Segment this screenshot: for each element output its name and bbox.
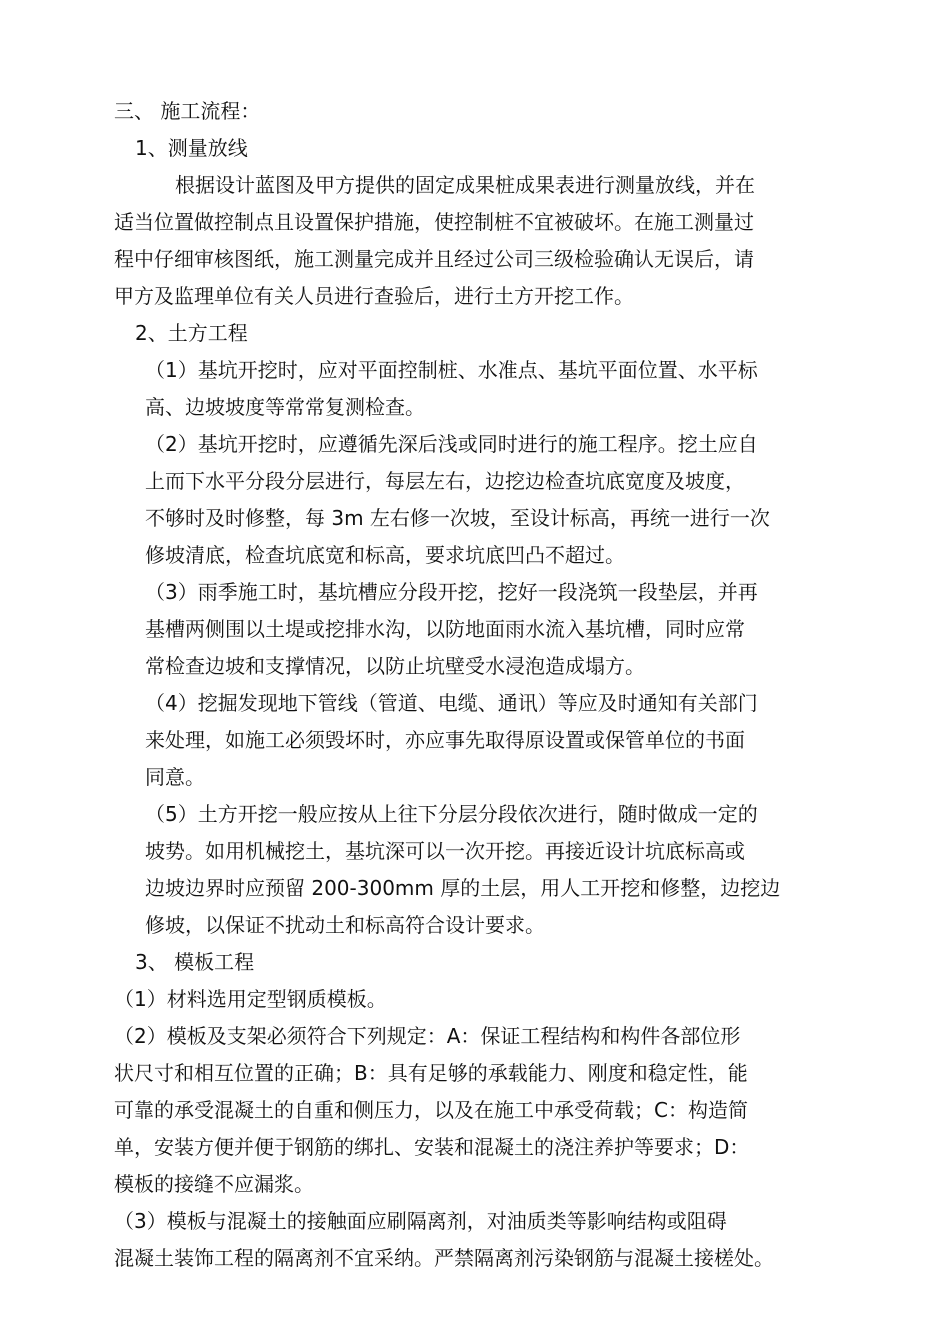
earthwork-item-line: 修坡清底，检查坑底宽和标高，要求坑底凹凸不超过。 (145, 543, 625, 567)
earthwork-item-line: 坡势。如用机械挖土，基坑深可以一次开挖。再接近设计坑底标高或 (145, 839, 745, 863)
formwork-item-line: 状尺寸和相互位置的正确；B：具有足够的承载能力、刚度和稳定性，能 (114, 1061, 748, 1085)
earthwork-item-line: （2）基坑开挖时，应遵循先深后浅或同时进行的施工程序。挖土应自 (145, 432, 758, 456)
formwork-item-line: （3）模板与混凝土的接触面应刷隔离剂，对油质类等影响结构或阻碍 (114, 1209, 727, 1233)
formwork-item-line: （1）材料选用定型钢质模板。 (114, 987, 387, 1011)
formwork-item-line: 可靠的承受混凝土的自重和侧压力，以及在施工中承受荷载；C：构造简 (114, 1098, 748, 1122)
earthwork-item-line: 高、边坡坡度等常常复测检查。 (145, 395, 425, 419)
section-title: 三、 施工流程： (114, 99, 261, 123)
survey-paragraph-line: 根据设计蓝图及甲方提供的固定成果桩成果表进行测量放线，并在 (175, 173, 755, 197)
survey-paragraph-line: 适当位置做控制点且设置保护措施，使控制桩不宜被破坏。在施工测量过 (114, 210, 754, 234)
earthwork-heading: 2、土方工程 (135, 321, 248, 345)
earthwork-item-line: （1）基坑开挖时，应对平面控制桩、水准点、基坑平面位置、水平标 (145, 358, 758, 382)
earthwork-item-line: （4）挖掘发现地下管线（管道、电缆、通讯）等应及时通知有关部门 (145, 691, 758, 715)
earthwork-item-line: 上而下水平分段分层进行，每层左右，边挖边检查坑底宽度及坡度， (145, 469, 745, 493)
earthwork-item-line: （5）土方开挖一般应按从上往下分层分段依次进行，随时做成一定的 (145, 802, 758, 826)
survey-paragraph-line: 甲方及监理单位有关人员进行查验后，进行土方开挖工作。 (114, 284, 634, 308)
earthwork-item-line: 常检查边坡和支撑情况，以防止坑壁受水浸泡造成塌方。 (145, 654, 645, 678)
formwork-item-line: 单，安装方便并便于钢筋的绑扎、安装和混凝土的浇注养护等要求；D： (114, 1135, 750, 1159)
earthwork-item-line: 同意。 (145, 765, 205, 789)
formwork-item-line: 混凝土装饰工程的隔离剂不宜采纳。严禁隔离剂污染钢筋与混凝土接槎处。 (114, 1246, 774, 1270)
earthwork-item-line: 边坡边界时应预留 200-300mm 厚的土层，用人工开挖和修整，边挖边 (145, 876, 781, 900)
earthwork-item-line: 基槽两侧围以土堤或挖排水沟，以防地面雨水流入基坑槽，同时应常 (145, 617, 745, 641)
earthwork-item-line: 修坡，以保证不扰动土和标高符合设计要求。 (145, 913, 545, 937)
formwork-item-line: 模板的接缝不应漏浆。 (114, 1172, 314, 1196)
formwork-item-line: （2）模板及支架必须符合下列规定：A：保证工程结构和构件各部位形 (114, 1024, 741, 1048)
earthwork-item-line: 来处理，如施工必须毁坏时，亦应事先取得原设置或保管单位的书面 (145, 728, 745, 752)
earthwork-item-line: （3）雨季施工时，基坑槽应分段开挖，挖好一段浇筑一段垫层，并再 (145, 580, 758, 604)
survey-paragraph-line: 程中仔细审核图纸，施工测量完成并且经过公司三级检验确认无误后，请 (114, 247, 754, 271)
formwork-heading: 3、 模板工程 (135, 950, 255, 974)
survey-heading: 1、测量放线 (135, 136, 248, 160)
earthwork-item-line: 不够时及时修整，每 3m 左右修一次坡，至设计标高，再统一进行一次 (145, 506, 770, 530)
